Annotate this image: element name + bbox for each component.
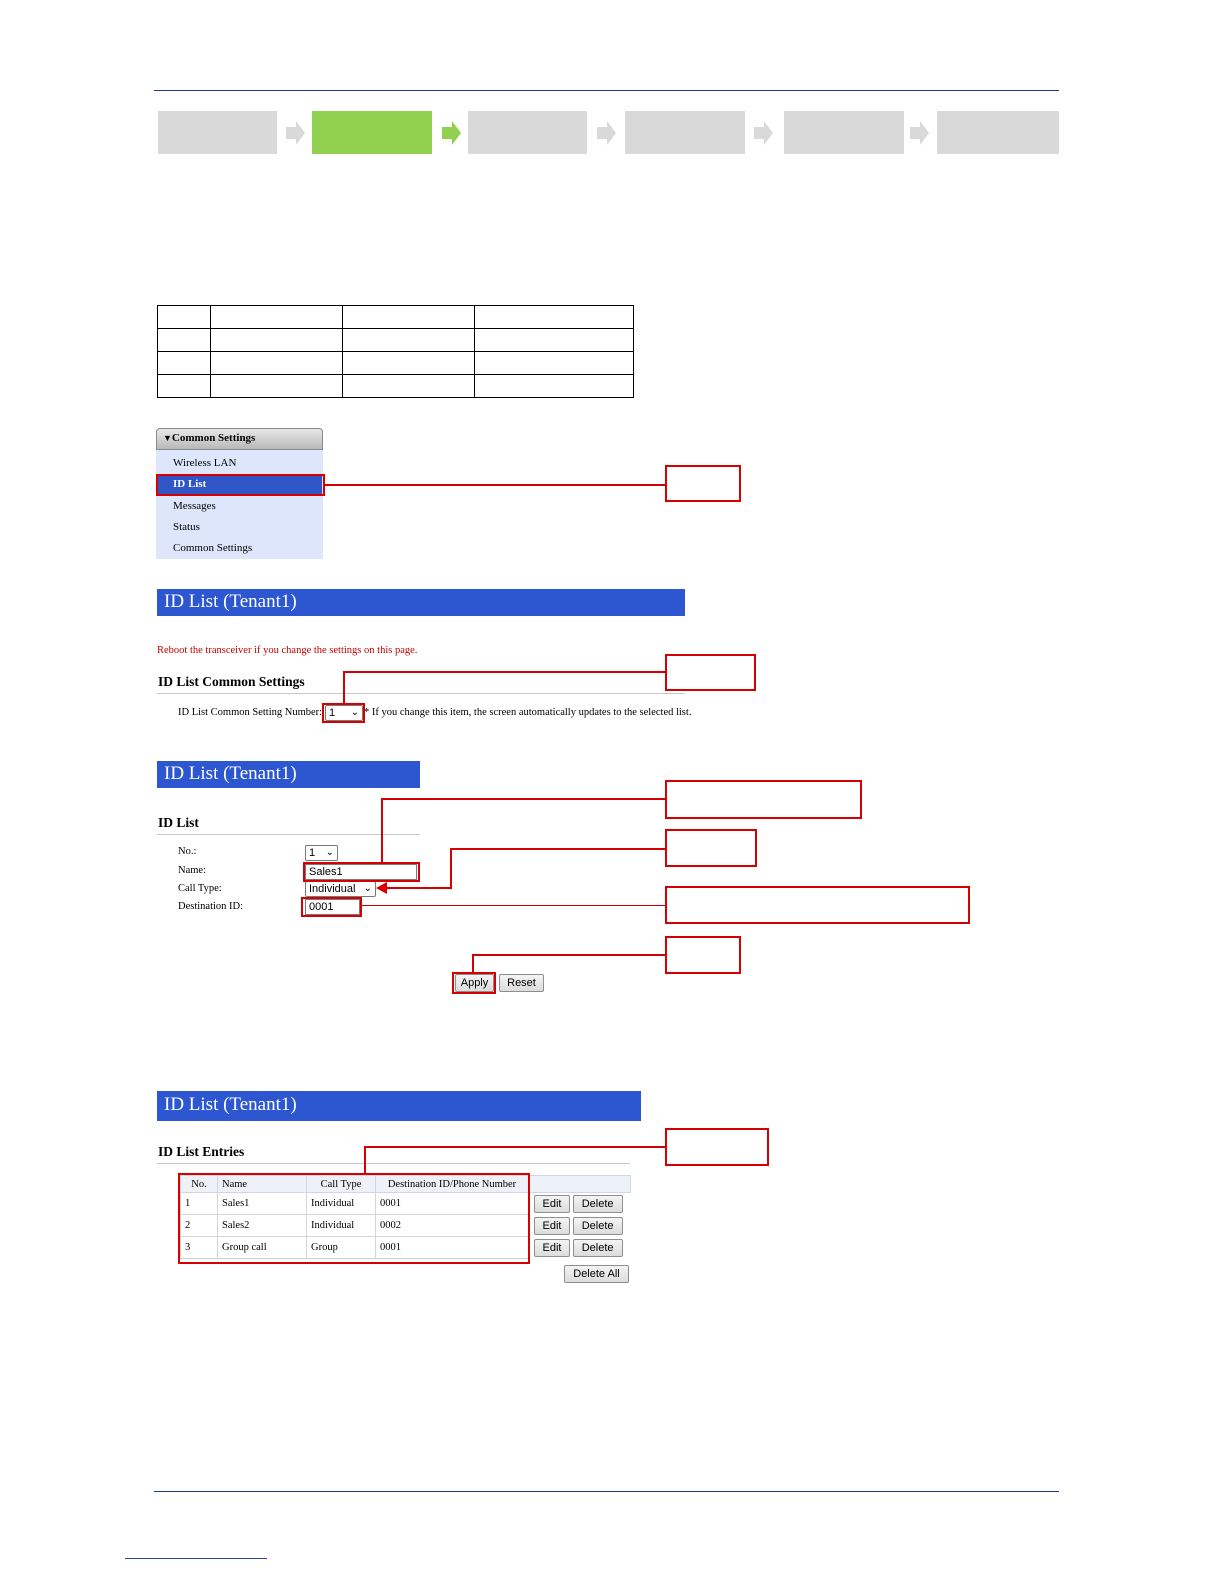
callout-box <box>665 936 741 974</box>
chevron-down-icon: ⌄ <box>350 707 359 718</box>
panel2-section-heading: ID List <box>158 815 199 830</box>
panel3-title: ID List (Tenant1) <box>157 1091 641 1121</box>
menu-item-common-settings[interactable]: Common Settings <box>173 542 253 554</box>
edit-button[interactable]: Edit <box>534 1195 570 1213</box>
footer-rule <box>154 1491 1059 1492</box>
delete-all-button[interactable]: Delete All <box>564 1265 629 1283</box>
no-select[interactable] <box>305 845 338 861</box>
menu-header-label: Common Settings <box>171 432 256 444</box>
edit-button[interactable]: Edit <box>534 1239 570 1257</box>
cell-no: 2 <box>181 1215 218 1237</box>
step-arrow-icon <box>442 121 460 145</box>
column-header-blank <box>529 1176 631 1193</box>
step-3 <box>468 111 587 154</box>
callout-box <box>665 886 970 924</box>
menu-header[interactable] <box>156 428 323 450</box>
step-arrow-icon <box>754 121 772 145</box>
panel1-section-heading: ID List Common Settings <box>158 674 305 689</box>
menu-item-id-list[interactable]: ID List <box>173 478 207 490</box>
call-type-label: Call Type: <box>178 883 222 894</box>
step-arrow-icon <box>597 121 615 145</box>
select-value: Individual <box>309 883 356 895</box>
chevron-down-icon: ⌄ <box>363 883 372 894</box>
step-4 <box>625 111 745 154</box>
callout-line <box>325 484 665 486</box>
cell-call-type: Group <box>307 1237 376 1259</box>
panel2-title: ID List (Tenant1) <box>157 761 420 788</box>
callout-box <box>665 1128 769 1166</box>
no-label: No.: <box>178 846 197 857</box>
callout-highlight <box>452 972 496 994</box>
callout-line <box>381 798 666 800</box>
name-label: Name: <box>178 865 206 876</box>
callout-highlight <box>322 703 365 723</box>
cell-name: Sales2 <box>218 1215 307 1237</box>
callout-box <box>665 654 756 691</box>
callout-box <box>665 780 862 819</box>
triangle-down-icon: ▼ <box>163 433 172 443</box>
call-type-select[interactable] <box>305 881 376 897</box>
column-header: Destination ID/Phone Number <box>376 1176 529 1193</box>
step-arrow-icon <box>910 121 928 145</box>
callout-line <box>343 672 345 703</box>
callout-highlight <box>178 1173 530 1264</box>
cell-call-type: Individual <box>307 1193 376 1215</box>
cell-destination: 0001 <box>376 1237 529 1259</box>
select-value: 1 <box>309 847 316 859</box>
menu-item-status[interactable]: Status <box>173 521 200 533</box>
menu-item-messages[interactable]: Messages <box>173 500 216 512</box>
step-2-current <box>312 111 432 154</box>
callout-line <box>450 848 666 850</box>
name-field[interactable]: Sales1 <box>305 864 417 880</box>
callout-line <box>472 955 474 972</box>
step-1 <box>158 111 277 154</box>
step-5 <box>784 111 904 154</box>
section-divider <box>157 1163 630 1164</box>
select-value: 1 <box>329 707 336 719</box>
delete-button[interactable]: Delete <box>573 1217 623 1235</box>
row-actions <box>529 1237 631 1259</box>
destination-id-label: Destination ID: <box>178 901 244 912</box>
cell-call-type: Individual <box>307 1215 376 1237</box>
callout-line <box>381 799 383 862</box>
callout-line <box>343 671 666 673</box>
column-header: Call Type <box>307 1176 376 1193</box>
callout-line <box>472 954 666 956</box>
common-setting-number-label: ID List Common Setting Number: <box>178 707 323 718</box>
callout-highlight <box>301 897 362 917</box>
step-6 <box>937 111 1059 154</box>
callout-line <box>364 1146 666 1148</box>
cell-name: Sales1 <box>218 1193 307 1215</box>
cell-destination: 0001 <box>376 1193 529 1215</box>
row-actions <box>529 1215 631 1237</box>
blank-table <box>157 305 634 398</box>
footer-link-underline <box>125 1558 267 1559</box>
delete-button[interactable]: Delete <box>573 1195 623 1213</box>
header-rule <box>154 90 1059 91</box>
callout-box <box>665 465 741 502</box>
apply-button[interactable]: Apply <box>455 974 494 992</box>
column-header: No. <box>181 1176 218 1193</box>
destination-id-field[interactable]: 0001 <box>305 899 360 915</box>
menu-item-wireless-lan[interactable]: Wireless LAN <box>173 457 237 469</box>
cell-no: 3 <box>181 1237 218 1259</box>
reboot-warning: Reboot the transceiver if you change the settings on this page. <box>157 645 418 656</box>
delete-button[interactable]: Delete <box>573 1239 623 1257</box>
step-arrow-icon <box>286 121 304 145</box>
column-header: Name <box>218 1176 307 1193</box>
chevron-down-icon: ⌄ <box>325 847 334 858</box>
panel3-section-heading: ID List Entries <box>158 1144 245 1159</box>
auto-update-note: * If you change this item, the screen automatically updates to the selected list. <box>364 707 692 718</box>
callout-box <box>665 829 757 867</box>
cell-name: Group call <box>218 1237 307 1259</box>
edit-button[interactable]: Edit <box>534 1217 570 1235</box>
callout-line <box>450 849 452 888</box>
callout-line <box>364 1147 366 1173</box>
callout-line <box>362 905 666 906</box>
callout-highlight <box>156 474 325 496</box>
section-divider <box>157 693 685 694</box>
cell-destination: 0002 <box>376 1215 529 1237</box>
callout-highlight <box>303 862 420 882</box>
panel1-title: ID List (Tenant1) <box>157 589 685 616</box>
callout-arrow-icon <box>376 882 387 894</box>
row-actions <box>529 1193 631 1215</box>
callout-line <box>386 887 452 889</box>
cell-no: 1 <box>181 1193 218 1215</box>
reset-button[interactable]: Reset <box>499 974 544 992</box>
